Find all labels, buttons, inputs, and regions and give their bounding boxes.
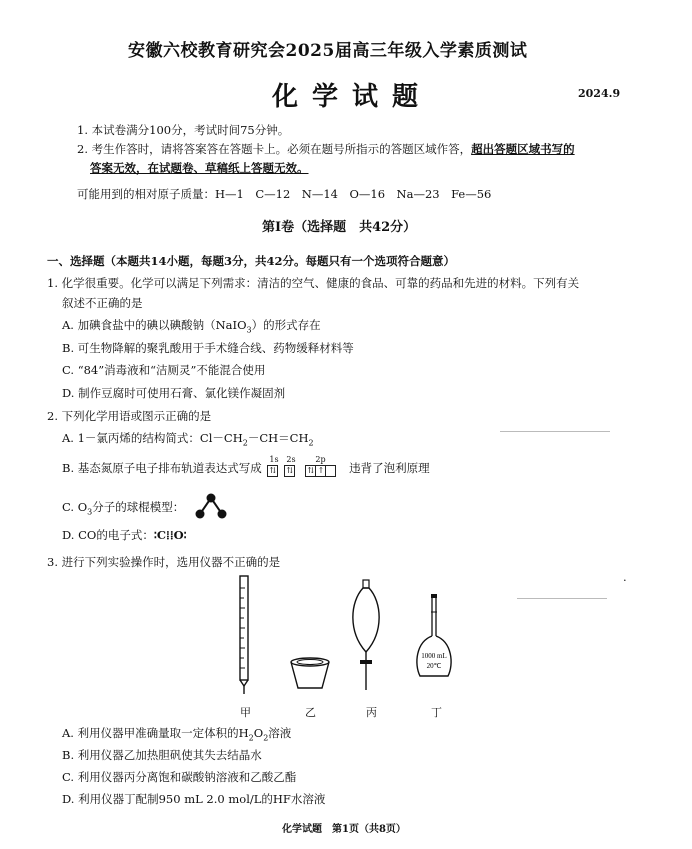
- q2-option-d: [62, 528, 187, 543]
- section-heading: 一、选择题（本题共14小题，每题3分，共42分。每题只有一个选项符合题意）: [47, 254, 456, 268]
- q2-option-c: [62, 500, 184, 519]
- orbital-diagram: [265, 455, 345, 476]
- q2-option-b: [62, 455, 430, 476]
- q2-b-text: B. 基态氮原子电子排布轨道表达式写成: [62, 461, 262, 475]
- orbital-label-1s: 1s: [269, 455, 279, 464]
- q3-stem: 3. 进行下列实验操作时，选用仪器不正确的是: [47, 555, 281, 569]
- instrument-label-ding: 丁: [431, 706, 442, 719]
- lab-instruments: [220, 572, 470, 700]
- orbital-box: [325, 465, 336, 477]
- q3-a-sub1: 2: [248, 733, 254, 743]
- orbital-1s: [267, 463, 277, 478]
- note-2-text: 2. 考生作答时，请将答案答在答题卡上。必须在题号所指示的答题区域作答，: [77, 142, 472, 156]
- q2-c-text: C. O: [62, 500, 88, 514]
- stray-mark: ·: [623, 573, 627, 587]
- ozone-ball-stick-model: [194, 492, 228, 520]
- orbital-box: ⇅: [284, 465, 295, 477]
- atomic-masses: 可能用到的相对原子质量：H—1 C—12 N—14 O—16 Na—23 Fe—56: [77, 187, 492, 201]
- crucible-drawing: [291, 658, 329, 688]
- q3-option-a: [62, 726, 291, 745]
- q3-option-c: C. 利用仪器丙分离饱和碳酸钠溶液和乙酸乙酯: [62, 770, 297, 784]
- q3-a-end: 溶液: [268, 726, 292, 740]
- margin-rule: [500, 431, 610, 432]
- q1-stem-cont: 叙述不正确的是: [62, 296, 143, 310]
- flask-volume-label: 1000 mL: [421, 652, 447, 660]
- note-2-continued: 答案无效，在试题卷、草稿纸上答题无效。: [90, 161, 309, 175]
- q2-d-text: D. CO的电子式：: [62, 528, 154, 542]
- q2-a-mid: －CH＝CH: [247, 431, 309, 445]
- q2-b-end: 违背了泡利原理: [349, 461, 430, 475]
- q2-stem: 2. 下列化学用语或图示正确的是: [47, 409, 212, 423]
- volumetric-flask-drawing: [417, 594, 451, 676]
- page-footer: 化学试题 第1页（共8页）: [282, 824, 406, 835]
- section-title: 第Ⅰ卷（选择题 共42分）: [262, 220, 417, 235]
- q1-a-sub: 3: [246, 325, 252, 335]
- q2-a-sub1: 2: [242, 438, 248, 448]
- note-2-emphasis: 超出答题区域书写的: [471, 142, 575, 156]
- q2-a-text: A. 1－氯丙烯的结构简式：Cl－CH: [62, 431, 243, 445]
- separatory-funnel-drawing: [353, 580, 379, 690]
- q3-option-d: D. 利用仪器丁配制950 mL 2.0 mol/L的HF水溶液: [62, 792, 326, 806]
- exam-title: 安徽六校教育研究会2025届高三年级入学素质测试: [128, 41, 528, 61]
- flask-temp-label: 20℃: [426, 662, 442, 670]
- exam-date: 2024.9: [578, 87, 621, 100]
- orbital-box: ↑: [315, 465, 326, 477]
- q1-option-b: B. 可生物降解的聚乳酸用于手术缝合线、药物缓释材料等: [62, 341, 354, 355]
- orbital-label-2p: 2p: [315, 455, 326, 464]
- note-2: [77, 142, 575, 157]
- instrument-label-yi: 乙: [305, 706, 316, 719]
- q1-stem: 1. 化学很重要。化学可以满足下列需求：清洁的空气、健康的食品、可靠的药品和先进的材料。下列有关: [47, 276, 580, 290]
- q2-c-sub: 3: [87, 507, 93, 517]
- q3-a-sub2: 2: [263, 733, 269, 743]
- q3-a-text: A. 利用仪器甲准确量取一定体积的H: [62, 726, 249, 740]
- orbital-2s: [284, 463, 294, 478]
- margin-rule: [517, 598, 607, 599]
- q1-a-text: A. 加碘食盐中的碘以碘酸钠（NaIO: [62, 318, 247, 332]
- orbital-box: ⇅: [267, 465, 278, 477]
- q1-option-a: [62, 318, 321, 337]
- note-1: 1. 本试卷满分100分，考试时间75分钟。: [77, 123, 290, 137]
- q1-option-d: D. 制作豆腐时可使用石膏、氯化镁作凝固剂: [62, 386, 286, 400]
- orbital-box: ⇅: [305, 465, 316, 477]
- q1-a-end: ）的形式存在: [251, 318, 321, 332]
- q3-option-b: B. 利用仪器乙加热胆矾使其失去结晶水: [62, 748, 262, 762]
- burette-drawing: [240, 576, 248, 694]
- orbital-2p: [305, 463, 335, 478]
- q1-option-c: C. “84”消毒液和“洁厕灵”不能混合使用: [62, 363, 266, 377]
- subject-title: 化学试题: [272, 82, 433, 112]
- q3-a-mid: O: [253, 726, 264, 740]
- orbital-label-2s: 2s: [286, 455, 296, 464]
- instrument-label-jia: 甲: [240, 706, 251, 719]
- co-electron-formula: ∶C⁞⁞O∶: [153, 528, 187, 542]
- q2-c-end: 分子的球棍模型：: [92, 500, 185, 514]
- q2-a-sub2: 2: [308, 438, 314, 448]
- instrument-label-bing: 丙: [366, 706, 377, 719]
- q2-option-a: [62, 431, 314, 450]
